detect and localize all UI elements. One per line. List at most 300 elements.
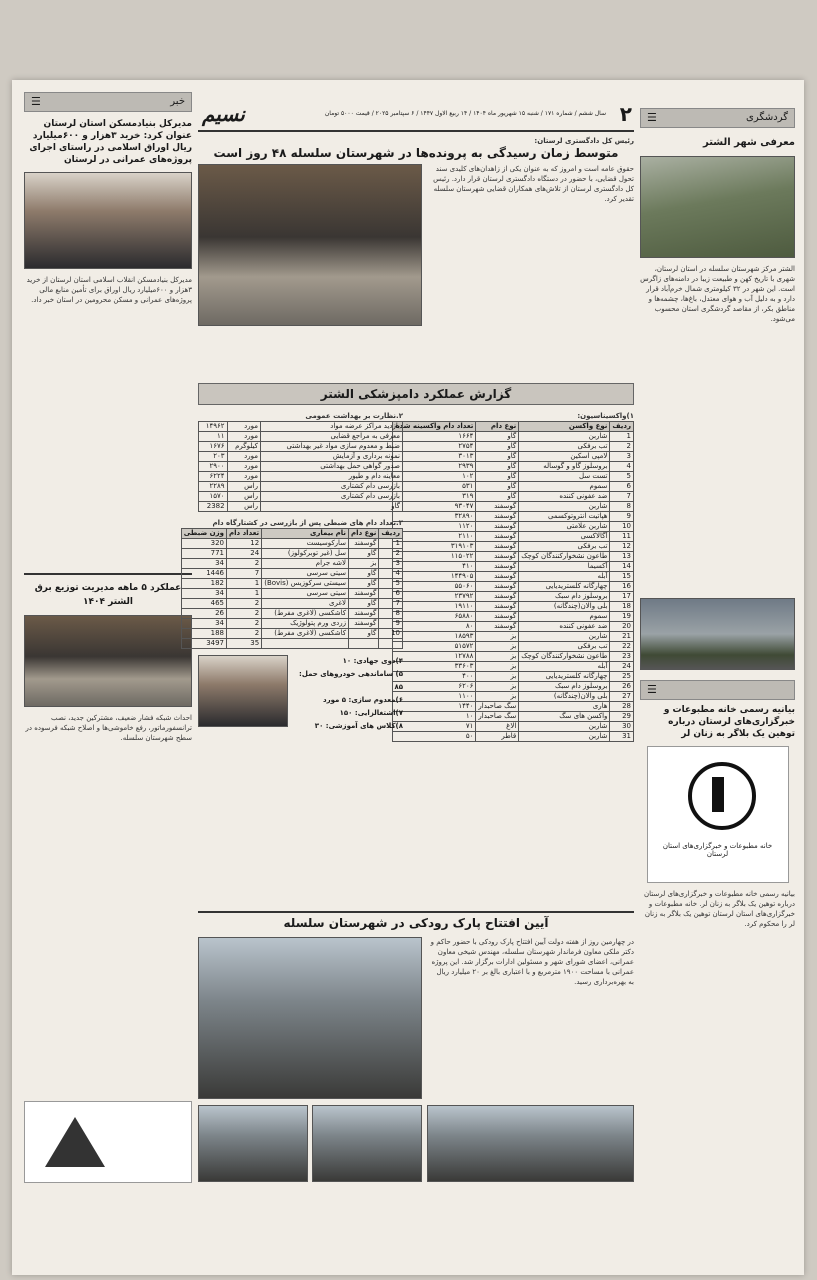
table-row	[393, 662, 634, 672]
table-row	[393, 702, 634, 712]
tourism-section-header	[640, 108, 795, 128]
health-value: ۲۹۰۰	[199, 462, 228, 472]
vaccine-cell: ۳۲۸۹۰	[393, 512, 476, 522]
menu-icon[interactable]: ☰	[31, 95, 41, 108]
park-photo-3	[427, 1105, 634, 1182]
park-headline: آیین افتتاح پارک رودکی در شهرستان سلسله	[198, 911, 634, 933]
vaccine-cell: ۲۷۵۴	[393, 442, 476, 452]
vaccine-cell: گاو	[476, 492, 519, 502]
vaccine-cell: گوسفند	[476, 552, 519, 562]
table-row	[181, 599, 402, 609]
vaccine-cell: ۴۰۰	[393, 672, 476, 682]
vaccine-cell: بروسلوز گاو و گوساله	[519, 462, 610, 472]
seized-cell: 8	[379, 609, 403, 619]
table-row	[393, 462, 634, 472]
vet-report-block	[183, 411, 634, 911]
table-row	[393, 532, 634, 542]
table-row	[393, 432, 634, 442]
items-list	[291, 655, 403, 733]
vaccine-cell: ۵۵۰۶۰	[393, 582, 476, 592]
vaccine-cell: چهارگانه کلستریدیایی	[519, 582, 610, 592]
seized-cell: 2	[227, 629, 262, 639]
vaccine-cell: 30	[610, 722, 634, 732]
vaccine-cell: ۱۱۲۰	[393, 522, 476, 532]
vaccine-cell: گوسفند	[476, 592, 519, 602]
vaccine-cell: تب برفکی	[519, 442, 610, 452]
seized-cell: 24	[227, 549, 262, 559]
seized-cell: گوسفند	[349, 619, 379, 629]
vaccine-cell: گاو	[476, 472, 519, 482]
health-label: ضبط و معدوم سازی مواد غیر بهداشتی	[261, 442, 403, 452]
health-label: بازدید مراکز عرضه مواد	[261, 422, 403, 432]
mountain-logo-icon	[45, 1117, 105, 1167]
vaccine-cell: 17	[610, 592, 634, 602]
vaccine-cell: 26	[610, 682, 634, 692]
middle-column	[183, 100, 634, 1270]
notice-body: بیانیه رسمی خانه مطبوعات و خبرگزاری‌های لرستان درباره توهین یک بلاگر به زنان لر. خانه مطبوعات و خبرگزاری‌های استان لرستان توهین یک بلاگر به زنان لر را محکوم کرد.	[644, 890, 795, 928]
vaccine-cell: آبله	[519, 662, 610, 672]
seized-cell: 2	[227, 559, 262, 569]
vaccine-cell: ۱۴۴۹۰۵	[393, 572, 476, 582]
vaccine-cell: ۱۴۴۰	[393, 702, 476, 712]
vaccine-cell: 15	[610, 572, 634, 582]
seized-header-cell: ردیف	[379, 529, 403, 539]
seized-cell: گوسفند	[349, 609, 379, 619]
vaccine-cell: گوسفند	[476, 512, 519, 522]
table-row	[199, 422, 403, 432]
menu-icon[interactable]: ☰	[647, 111, 657, 124]
health-value: 2382	[199, 502, 228, 512]
paper-logo: نسیم	[202, 102, 245, 126]
seized-cell: 1	[227, 579, 262, 589]
table-row	[393, 672, 634, 682]
health-label: نمونه برداری و آزمایش	[261, 452, 403, 462]
vaccine-header-cell: نوع دام	[476, 422, 519, 432]
office-photo	[24, 615, 192, 707]
vaccine-cell: ۷۱	[393, 722, 476, 732]
vaccine-cell: ۱۱۵۰۲۲	[393, 552, 476, 562]
health-value: ۱۱	[199, 432, 228, 442]
list-item: ۷)اشتغالزایی: ۱۵۰	[339, 709, 403, 717]
vaccine-cell: ۱۰۲	[393, 472, 476, 482]
vaccine-cell: ۲۱۱۰	[393, 532, 476, 542]
ribbon-cutting-photo	[198, 937, 422, 1099]
table-row	[393, 572, 634, 582]
vaccine-cell: ۶۵۸۸۰	[393, 612, 476, 622]
vaccine-cell: 12	[610, 542, 634, 552]
park-photo-2	[312, 1105, 422, 1182]
health-unit: راس	[227, 502, 260, 512]
table-row	[393, 512, 634, 522]
vet-report-banner: گزارش عملکرد دامپزشکی الشتر	[198, 383, 634, 405]
seized-cell: 465	[181, 599, 226, 609]
vaccine-cell: ۳۱۹	[393, 492, 476, 502]
table-row	[181, 549, 402, 559]
vaccine-cell: 8	[610, 502, 634, 512]
list-item: ۵) ساماندهی خودروهای حمل: ۸۵	[299, 670, 403, 691]
vaccine-cell: شاربن	[519, 722, 610, 732]
table-row	[393, 692, 634, 702]
divider	[24, 573, 192, 581]
vaccine-table	[392, 421, 634, 742]
vaccine-cell: ۹۳۰۴۷	[393, 502, 476, 512]
left-column	[24, 92, 192, 1267]
items-block	[198, 655, 403, 730]
notice-section-header	[640, 680, 795, 700]
page-number: ۲	[619, 102, 632, 126]
vaccine-cell: 16	[610, 582, 634, 592]
vaccine-cell: هپاتیت انتروتوکسمی	[519, 512, 610, 522]
vaccine-cell: 10	[610, 522, 634, 532]
seized-cell: بز	[349, 559, 379, 569]
table-row	[181, 629, 402, 639]
vaccine-cell: 27	[610, 692, 634, 702]
seized-cell: لاغری	[262, 599, 349, 609]
table-row	[181, 579, 402, 589]
seized-cell: سیتی سرسی	[262, 589, 349, 599]
right-column	[640, 108, 795, 1268]
vaccine-cell: 14	[610, 562, 634, 572]
seized-cell	[262, 639, 349, 649]
table-row	[393, 602, 634, 612]
table-row	[393, 542, 634, 552]
section-label: گردشگری	[746, 112, 788, 123]
seized-header-cell: نام بیماری	[262, 529, 349, 539]
seized-cell: 1	[379, 539, 403, 549]
table-row	[393, 562, 634, 572]
electricity-body: احداث شبکه فشار ضعیف، مشترکین جدید، نصب ترانسفورماتور، رفع خاموشی‌ها و اصلاح شبکه فرسوده در سطح شهرستان سلسله.	[25, 714, 192, 742]
seized-cell: 34	[181, 619, 226, 629]
press-house-logo	[647, 746, 789, 883]
seized-cell: گاو	[349, 569, 379, 579]
vaccine-cell: 23	[610, 652, 634, 662]
vaccine-cell: طاعون نشخوارکنندگان کوچک	[519, 652, 610, 662]
vaccine-cell: 11	[610, 532, 634, 542]
vaccine-cell: لامپی اسکین	[519, 452, 610, 462]
table-row	[199, 432, 403, 442]
vaccine-cell: آبله	[519, 572, 610, 582]
table-row	[393, 682, 634, 692]
vaccine-cell: ۱۲۷۸۸	[393, 652, 476, 662]
seized-heading: ۳.تعداد دام های ضبطی پس از بازرسی در کشتارگاه دام	[212, 519, 403, 527]
table-row	[393, 632, 634, 642]
notice-title: بیانیه رسمی خانه مطبوعات و خبرگزاری‌های لرستان درباره توهین یک بلاگر به زنان لر	[663, 705, 795, 739]
seized-cell: 12	[227, 539, 262, 549]
park-block	[198, 937, 634, 1187]
vaccine-cell: شاربن	[519, 632, 610, 642]
article-block	[198, 164, 634, 379]
health-label: گاو	[261, 502, 403, 512]
vaccine-cell: بز	[476, 682, 519, 692]
seized-table	[181, 528, 403, 649]
seized-cell: 7	[379, 599, 403, 609]
table-row	[393, 472, 634, 482]
seized-header-cell: تعداد دام	[227, 529, 262, 539]
table-row	[199, 492, 403, 502]
seized-cell: 4	[379, 569, 403, 579]
seized-cell: سیتی سرسی	[262, 569, 349, 579]
power-company-logo	[24, 1101, 192, 1183]
official-portrait-photo	[24, 172, 192, 269]
vaccine-cell: بروسلوز دام سبک	[519, 682, 610, 692]
vaccine-cell: 20	[610, 622, 634, 632]
seized-cell: 34	[181, 589, 226, 599]
vaccine-cell: سموم	[519, 482, 610, 492]
vaccine-cell: ۱۸۵۹۳	[393, 632, 476, 642]
vaccine-cell: هاری	[519, 702, 610, 712]
vaccine-cell: سگ صاحبدار	[476, 712, 519, 722]
issue-line: سال ششم / شماره ۱۷۱ / شنبه ۱۵ شهریور ماه ۱۴۰۴ / ۱۴ ربیع الاول ۱۴۴۷ / ۶ سپتامبر ۲۰۲۵ / قیمت ۵۰۰۰ تومان	[324, 110, 606, 117]
section-label: خبر	[170, 96, 185, 107]
vaccine-cell: بز	[476, 642, 519, 652]
seized-cell: گاو	[349, 579, 379, 589]
seized-header-cell: نوع دام	[349, 529, 379, 539]
vaccine-cell: 25	[610, 672, 634, 682]
seized-cell: 1	[227, 589, 262, 599]
vaccine-cell: شاربن	[519, 432, 610, 442]
table-row	[393, 652, 634, 662]
health-label: صدور گواهی حمل بهداشتی	[261, 462, 403, 472]
newspaper-page	[12, 80, 804, 1275]
vaccine-cell: گوسفند	[476, 502, 519, 512]
vaccine-cell: ۸۰	[393, 622, 476, 632]
vaccine-cell: بز	[476, 662, 519, 672]
news-section-header	[24, 92, 192, 112]
vaccine-cell: گوسفند	[476, 572, 519, 582]
vaccine-cell: سگ صاحبدار	[476, 702, 519, 712]
tourism-title: معرفی شهر الشتر	[702, 137, 795, 148]
seized-cell: کاشکسی (لاغری مفرط)	[262, 629, 349, 639]
vaccine-cell: ۳۰۱۳	[393, 452, 476, 462]
vaccine-cell: آگالاکسی	[519, 532, 610, 542]
vaccine-cell: 19	[610, 612, 634, 622]
health-value: ۲۲۸۹	[199, 482, 228, 492]
vaccine-cell: ضد عفونی کننده	[519, 622, 610, 632]
seized-cell: 6	[379, 589, 403, 599]
menu-icon[interactable]: ☰	[647, 683, 657, 696]
seized-cell: گوسفند	[349, 589, 379, 599]
vaccine-cell: 13	[610, 552, 634, 562]
vaccine-cell: الاغ	[476, 722, 519, 732]
table-row	[181, 559, 402, 569]
table-row	[181, 569, 402, 579]
electricity-title: عملکرد ۵ ماهه مدیریت توزیع برق الشتر ۱۴۰۴	[34, 583, 182, 607]
vaccine-cell: گوسفند	[476, 612, 519, 622]
seized-cell: سل (غیر توبرکولوز)	[262, 549, 349, 559]
health-value: ۱۵۷۰	[199, 492, 228, 502]
vaccine-cell: 24	[610, 662, 634, 672]
seized-cell: سارکوسیست	[262, 539, 349, 549]
news-body: مدیرکل بنیادمسکن انقلاب اسلامی استان لرستان از خرید ۳هزار و ۶۰۰میلیارد ریال اوراق برای تأمین منابع مالی پروژه‌های عمرانی و مسکن محرومین در استان خبر داد.	[26, 276, 192, 304]
vaccine-cell: ۴۱۰	[393, 562, 476, 572]
table-row	[199, 472, 403, 482]
vaccine-cell: ۶۲۰۶	[393, 682, 476, 692]
table-row	[199, 442, 403, 452]
vaccine-cell: بلی والان(چندگانه)	[519, 692, 610, 702]
vaccine-cell: ۵۳۱	[393, 482, 476, 492]
table-row	[393, 582, 634, 592]
seized-cell: سیستی سرکوزیس (Bovis)	[262, 579, 349, 589]
seized-cell: کاشکسی (لاغری مفرط)	[262, 609, 349, 619]
vaccine-cell: چهارگانه کلستریدیایی	[519, 672, 610, 682]
tourism-body: الشتر مرکز شهرستان سلسله در استان لرستان، شهری با تاریخ کهن و طبیعت زیبا در دامنه‌های زاگرس است. این شهر در ۳۲ کیلومتری شمال خرم‌آباد قرار دارد و به دلیل آب و هوای معتدل، باغ‌ها، چشمه‌ها و مناطق بکر، از مقاصد گردشگری استان محسوب می‌شود.	[640, 265, 795, 323]
vaccine-cell: 6	[610, 482, 634, 492]
health-heading: ۲.نظارت بر بهداشت عمومی	[305, 412, 403, 420]
vaccine-cell: ۵۱۵۷۲	[393, 642, 476, 652]
seized-cell: 26	[181, 609, 226, 619]
seized-cell: 34	[181, 559, 226, 569]
health-section	[183, 411, 403, 730]
table-row	[393, 732, 634, 742]
health-unit: مورد	[227, 472, 260, 482]
health-value: ۱۴۹۶۲	[199, 422, 228, 432]
vaccine-cell: گوسفند	[476, 622, 519, 632]
meeting-photo	[198, 164, 422, 326]
city-photo	[640, 598, 795, 670]
list-item: ۸)کلاس های آموزشی: ۳۰	[314, 722, 403, 730]
vaccine-cell: ۵۰	[393, 732, 476, 742]
table-row	[393, 452, 634, 462]
health-unit: مورد	[227, 432, 260, 442]
vaccine-cell: 21	[610, 632, 634, 642]
vet-manager-portrait	[198, 655, 288, 727]
seized-cell: گاو	[349, 599, 379, 609]
table-row	[393, 482, 634, 492]
health-unit: مورد	[227, 462, 260, 472]
vaccine-cell: شاربن علامتی	[519, 522, 610, 532]
vaccine-cell: 5	[610, 472, 634, 482]
vaccine-cell: تست سل	[519, 472, 610, 482]
table-row	[181, 609, 402, 619]
vaccine-cell: 18	[610, 602, 634, 612]
list-item: ۴)دوی جهادی: ۱۰	[342, 657, 403, 665]
table-row	[393, 492, 634, 502]
health-label: بازرسی دام کشتاری	[261, 492, 403, 502]
seized-cell: 9	[379, 619, 403, 629]
table-row	[393, 442, 634, 452]
health-unit: راس	[227, 482, 260, 492]
vaccine-cell: ۲۹۳۹	[393, 462, 476, 472]
table-row	[181, 539, 402, 549]
landscape-photo	[640, 156, 795, 258]
masthead	[198, 100, 634, 132]
vaccine-cell: 4	[610, 462, 634, 472]
vaccine-header-cell: تعداد دام واکسینه شده	[393, 422, 476, 432]
vaccine-cell: 2	[610, 442, 634, 452]
seized-cell: 188	[181, 629, 226, 639]
seized-cell: 320	[181, 539, 226, 549]
health-unit: مورد	[227, 422, 260, 432]
vaccine-cell: 3	[610, 452, 634, 462]
health-label: بازرسی دام کشتاری	[261, 482, 403, 492]
vaccine-cell: 29	[610, 712, 634, 722]
vaccine-cell: 22	[610, 642, 634, 652]
table-row	[199, 482, 403, 492]
seized-cell: گوسفند	[349, 539, 379, 549]
seized-cell	[349, 639, 379, 649]
vaccine-cell: تب برفکی	[519, 642, 610, 652]
table-row	[393, 642, 634, 652]
table-row	[393, 722, 634, 732]
news-title: مدیرکل بنیادمسکن استان لرستان عنوان کرد: خرید ۳هزار و ۶۰۰میلیارد ریال اوراق اسلامی در راستای اجرای پروژه‌های عمرانی در لرستان	[29, 119, 192, 165]
seized-cell: 2	[379, 549, 403, 559]
seized-cell: 771	[181, 549, 226, 559]
table-row	[199, 462, 403, 472]
vaccine-cell: گاو	[476, 452, 519, 462]
vaccine-cell: گوسفند	[476, 522, 519, 532]
seized-cell: زردی ورم پتولوژیک	[262, 619, 349, 629]
vaccine-cell: 9	[610, 512, 634, 522]
vaccine-cell: ۳۳۶۰۳	[393, 662, 476, 672]
vaccine-cell: واکسن های سگ	[519, 712, 610, 722]
vaccine-cell: گاو	[476, 432, 519, 442]
logo-caption: خانه مطبوعات و خبرگزاری‌های استان لرستان	[662, 842, 773, 858]
health-unit: کیلوگرم	[227, 442, 260, 452]
list-item: ۶)معدوم سازی: ۵ مورد	[323, 696, 403, 704]
vaccine-cell: بز	[476, 672, 519, 682]
article-body: حقوق عامه است و امروز که به عنوان یکی از زاهدان‌های کلیدی سند تحول قضایی، با حضور در دستگاه دادگستری لرستان قرار دارد. رئیس کل دادگستری لرستان از تلاش‌های همکاران قضایی شهرستان سلسله تقدیر کرد.	[433, 165, 634, 203]
seized-cell: 1446	[181, 569, 226, 579]
vaccine-cell: تب برفکی	[519, 542, 610, 552]
seized-cell: 182	[181, 579, 226, 589]
table-row	[181, 619, 402, 629]
seized-cell	[379, 639, 403, 649]
seized-cell: 7	[227, 569, 262, 579]
vaccine-cell: گوسفند	[476, 542, 519, 552]
seized-cell: 2	[227, 619, 262, 629]
table-row	[393, 612, 634, 622]
vaccine-cell: گاو	[476, 462, 519, 472]
vaccine-cell: ۱۰	[393, 712, 476, 722]
vaccine-header-cell: ردیف	[610, 422, 634, 432]
vaccine-cell: 7	[610, 492, 634, 502]
vaccine-heading: ۱)واکسیناسیون:	[577, 412, 634, 420]
park-body: در چهارمین روز از هفته دولت آیین افتتاح پارک رودکی با حضور حاکم و دکتر ملکی معاون فرماندار شهرستان سلسله، مهندس شیخی معاون عمرانی، اعضای شورای شهر و مسئولین ادارات برگزار شد. این پروژه عمرانی با مساحت ۱۹۰۰ مترمربع و با اعتباری بالغ بر ۲۰ میلیارد ریال به بهره‌برداری رسید.	[430, 938, 634, 986]
pen-nib-icon	[712, 777, 724, 812]
vaccine-cell: گوسفند	[476, 532, 519, 542]
seized-cell: 2	[227, 609, 262, 619]
vaccine-header-cell: نوع واکسن	[519, 422, 610, 432]
vaccine-cell: آکسیما	[519, 562, 610, 572]
table-row	[393, 622, 634, 632]
table-row	[199, 452, 403, 462]
vaccine-cell: ۲۳۷۹۲	[393, 592, 476, 602]
vaccine-cell: 1	[610, 432, 634, 442]
table-row	[393, 552, 634, 562]
seized-cell: 3	[379, 559, 403, 569]
vaccine-cell: گوسفند	[476, 562, 519, 572]
vaccine-cell: گوسفند	[476, 602, 519, 612]
vaccine-section	[395, 411, 634, 742]
vaccine-cell: گاو	[476, 442, 519, 452]
health-value: ۶۲۲۴	[199, 472, 228, 482]
article-kicker: رئیس کل دادگستری لرستان:	[534, 137, 634, 145]
park-photo-1	[198, 1105, 308, 1182]
vaccine-cell: بلی والان(چندگانه)	[519, 602, 610, 612]
seized-cell: گاو	[349, 629, 379, 639]
health-label: معرفی به مراجع قضایی	[261, 432, 403, 442]
health-value: ۱۶۷۶	[199, 442, 228, 452]
vaccine-cell: ۱۱۰۰	[393, 692, 476, 702]
table-row	[393, 592, 634, 602]
table-row	[199, 502, 403, 512]
seized-cell: 10	[379, 629, 403, 639]
seized-cell: 2	[227, 599, 262, 609]
vaccine-cell: قاطر	[476, 732, 519, 742]
vaccine-cell: بروسلوز دام سبک	[519, 592, 610, 602]
vaccine-cell: بز	[476, 652, 519, 662]
table-row	[181, 639, 402, 649]
